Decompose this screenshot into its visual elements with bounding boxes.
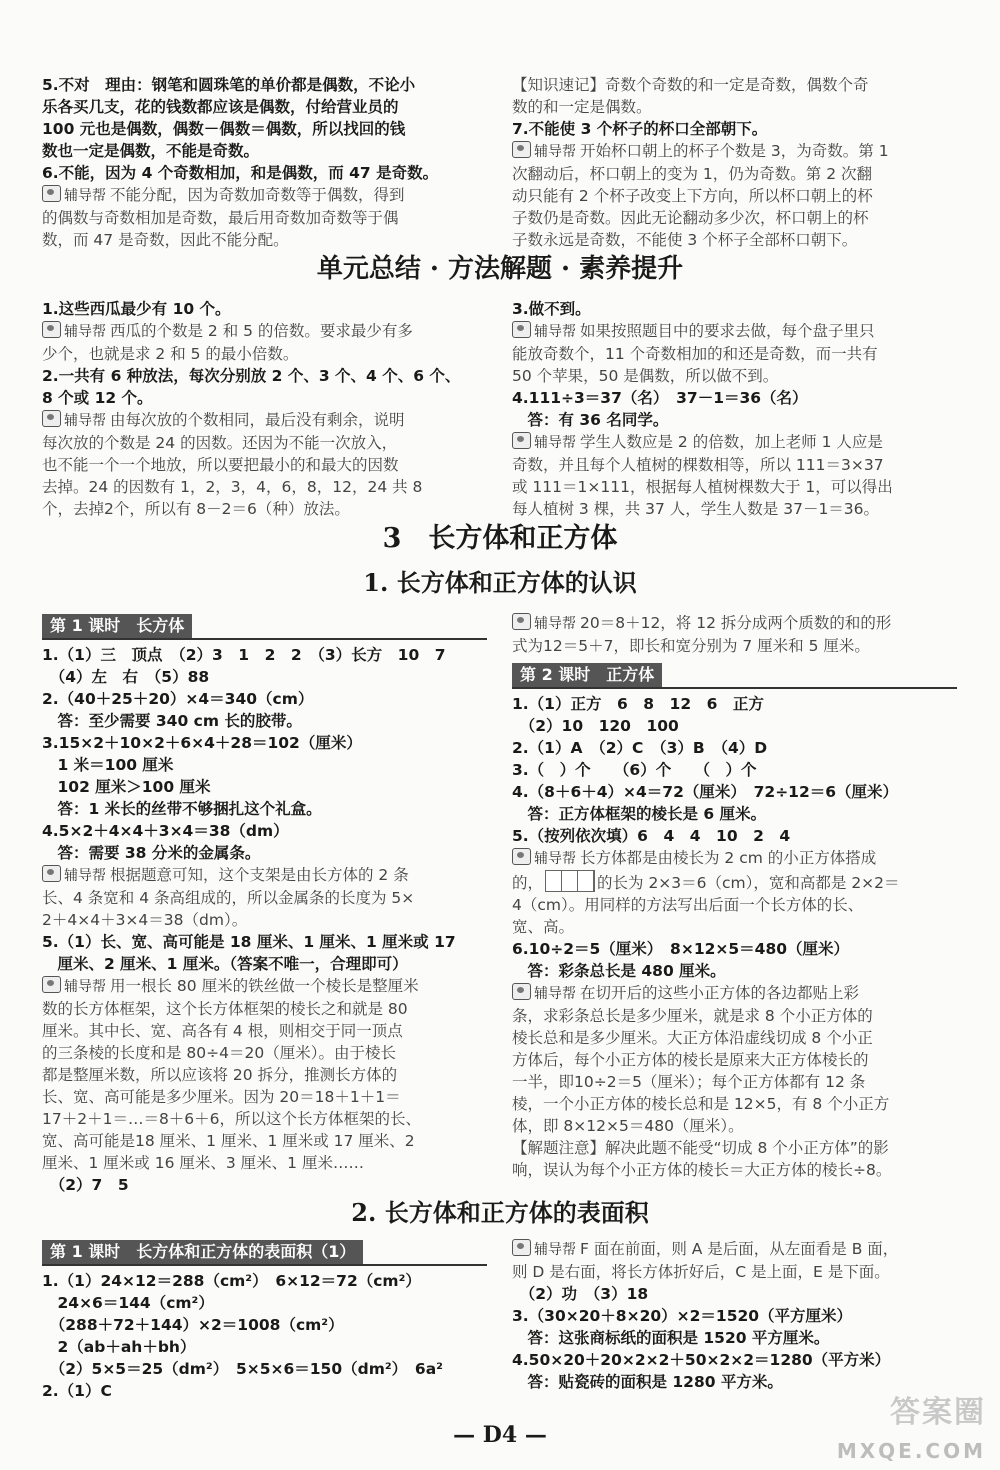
help-line: 宽、高可能是18 厘米、1 厘米、1 厘米或 17 厘米、2 — [42, 1132, 415, 1150]
note-line: 【知识速记】奇数个奇数的和一定是奇数，偶数个奇 — [512, 76, 869, 94]
s2-left-column — [42, 1238, 487, 1402]
help-line: 式为12＝5＋7，即长和宽分别为 7 厘米和 5 厘米。 — [512, 637, 870, 655]
s1-right-lines — [512, 693, 957, 1181]
helper-icon — [512, 983, 531, 1000]
answer-line: 3.15×2＋10×2＋6×4＋28＝102（厘米） — [42, 734, 362, 752]
help-text: 如果按照题目中的要求去做，每个盘子里只 — [580, 322, 875, 340]
answer-line: 答：这张商标纸的面积是 1520 平方厘米。 — [512, 1329, 830, 1347]
help-line — [42, 320, 487, 343]
help-line — [42, 975, 487, 998]
unit-summary-right — [512, 298, 957, 520]
helper-icon — [512, 613, 531, 630]
answer-line: 5.（1）长、宽、高可能是 18 厘米、1 厘米、1 厘米或 17 — [42, 933, 456, 951]
help-label: 辅导帮 — [534, 324, 576, 340]
s1-right-top-lines — [512, 612, 957, 657]
help-line: 17＋2＋1＝…＝8＋6＋6，所以这个长方体框架的长、 — [42, 1110, 422, 1128]
help-line — [512, 612, 957, 635]
help-line: 数的长方体框架，这个长方体框架的棱长之和就是 80 — [42, 1000, 408, 1018]
answer-line: 数也一定是偶数，不能是奇数。 — [42, 142, 260, 160]
answer-line: 答：贴瓷砖的面积是 1280 平方米。 — [512, 1373, 783, 1391]
help-line: 奇数，并且每个人植树的棵数相等，所以 111＝3×37 — [512, 456, 884, 474]
page-number: — D4 — — [453, 1422, 547, 1448]
help-line: 个，去掉2个，所以有 8－2＝6（种）放法。 — [42, 500, 350, 518]
answer-line: 答：彩条总长是 480 厘米。 — [512, 962, 726, 980]
s2-left-lines — [42, 1270, 487, 1402]
answer-line: 4.（8＋6＋4）×4＝72（厘米） 72÷12＝6（厘米） — [512, 783, 899, 801]
help-line: 体，即 8×12×5＝480（厘米）。 — [512, 1117, 744, 1135]
answer-line: 厘米、2 厘米、1 厘米。（答案不唯一，合理即可） — [42, 955, 408, 973]
help-line: 长、4 条宽和 4 条高组成的，所以金属条的长度为 5× — [42, 889, 415, 907]
answer-line: 4.50×20＋20×2×2＋50×2×2＝1280（平方米） — [512, 1351, 891, 1369]
s2-right-column — [512, 1238, 957, 1393]
help-line: 的三条棱的长度和是 80÷4＝20（厘米）。由于棱长 — [42, 1044, 396, 1062]
help-label: 辅导帮 — [534, 851, 576, 867]
s1-right-column — [512, 612, 957, 1181]
lesson-header — [512, 663, 957, 689]
help-line: 方体后，每个小正方体的棱长是原来大正方体棱长的 — [512, 1051, 869, 1069]
answer-line: 3.（30×20＋8×20）×2＝1520（平方厘米） — [512, 1307, 853, 1325]
chapter-title: 3 长方体和正方体 — [382, 523, 618, 554]
answer-line: 100 元也是偶数，偶数－偶数＝偶数，所以找回的钱 — [42, 120, 406, 138]
lesson-label: 第 2 课时 正方体 — [512, 663, 662, 687]
help-label: 辅导帮 — [64, 324, 106, 340]
help-text: 不能分配，因为奇数加奇数等于偶数，得到 — [110, 186, 405, 204]
answer-line: 1.（1）三 顶点 （2）3 1 2 2 （3）长方 10 7 — [42, 646, 446, 664]
help-line — [42, 409, 487, 432]
answer-line: 7.不能使 3 个杯子的杯口全部朝下。 — [512, 120, 768, 138]
help-line — [42, 864, 487, 887]
helper-icon — [42, 865, 61, 882]
help-label: 辅导帮 — [534, 1242, 576, 1258]
top-left-column — [42, 74, 487, 251]
answer-line: 5.不对 理由：钢笔和圆珠笔的单价都是偶数，不论小 — [42, 76, 416, 94]
answer-line: 答：需要 38 分米的金属条。 — [42, 844, 261, 862]
help-line: 条，求彩条总长是多少厘米，就是求 8 个小正方体的 — [512, 1007, 873, 1025]
answer-line: 答：有 36 名同学。 — [512, 411, 669, 429]
help-text: 用一根长 80 厘米的铁丝做一个棱长是整厘米 — [110, 977, 419, 995]
help-text: F 面在前面，则 A 是后面，从左面看是 B 面， — [580, 1240, 899, 1258]
helper-icon — [512, 321, 531, 338]
help-line: 【解题注意】解决此题不能受“切成 8 个小正方体”的影 — [512, 1139, 889, 1157]
answer-line: 24×6＝144（cm²） — [42, 1294, 214, 1312]
help-label: 辅导帮 — [64, 188, 106, 204]
answer-line: 8 个或 12 个。 — [42, 389, 153, 407]
help-line: 2＋4×4＋3×4＝38（dm）。 — [42, 911, 248, 929]
helper-icon — [42, 410, 61, 427]
help-line: 数，而 47 是奇数，因此不能分配。 — [42, 231, 289, 249]
help-line: 宽、高。 — [512, 918, 575, 936]
answer-line: 4.5×2＋4×4＋3×4＝38（dm） — [42, 822, 289, 840]
help-text: 西瓜的个数是 2 和 5 的倍数。要求最少有多 — [110, 322, 413, 340]
answer-line: （288＋72＋144）×2＝1008（cm²） — [42, 1316, 344, 1334]
help-line: 或 111＝1×111，根据每人植树棵数大于 1，可以得出 — [512, 478, 893, 496]
help-line: 则 D 是右面，将长方体折好后，C 是上面，E 是下面。 — [512, 1263, 890, 1281]
helper-icon — [42, 185, 61, 202]
answer-line: 6.不能，因为 4 个奇数相加，和是偶数，而 47 是奇数。 — [42, 164, 439, 182]
answer-line: 4.111÷3＝37（名） 37－1＝36（名） — [512, 389, 808, 407]
help-line: 子数仍是奇数。因此无论翻动多少次，杯口朝上的杯 — [512, 209, 869, 227]
answer-line: 1 米＝100 厘米 — [42, 756, 174, 774]
help-line: 厘米、1 厘米或 16 厘米、3 厘米、1 厘米…… — [42, 1154, 364, 1172]
help-line: 去掉。24 的因数有 1，2，3，4，6，8，12，24 共 8 — [42, 478, 423, 496]
help-line — [42, 184, 487, 207]
help-line: 的偶数与奇数相加是奇数，最后用奇数加奇数等于偶 — [42, 209, 399, 227]
unit-summary-title: 单元总结 · 方法解题 · 素养提升 — [316, 254, 684, 284]
s1-left-lines — [42, 644, 487, 1196]
help-text: 在切开后的这些小正方体的各边都贴上彩 — [580, 984, 860, 1002]
answer-line: 乐各买几支，花的钱数都应该是偶数，付给营业员的 — [42, 98, 399, 116]
help-line: 也不能一个一个地放，所以要把最小的和最大的因数 — [42, 456, 399, 474]
answer-line: 2（ab＋ah＋bh） — [42, 1338, 196, 1356]
help-line — [512, 982, 957, 1005]
help-line: 次翻动后，杯口朝上的变为 1，仍为奇数。第 2 次翻 — [512, 165, 873, 183]
answer-line: 2.（1）A （2）C （3）B （4）D — [512, 739, 768, 757]
answer-line: 1.（1）24×12＝288（cm²） 6×12＝72（cm²） — [42, 1272, 421, 1290]
help-line — [512, 870, 957, 894]
helper-icon — [42, 321, 61, 338]
answer-line: 102 厘米＞100 厘米 — [42, 778, 211, 796]
helper-icon — [512, 432, 531, 449]
answer-line: 1.这些西瓜最少有 10 个。 — [42, 300, 231, 318]
section1-title: 1. 长方体和正方体的认识 — [363, 568, 637, 597]
answer-line: 答：1 米长的丝带不够捆扎这个礼盒。 — [42, 800, 322, 818]
help-line — [512, 847, 957, 870]
help-text: 开始杯口朝上的杯子个数是 3，为奇数。第 1 — [580, 142, 889, 160]
lesson-header — [42, 1240, 487, 1266]
answer-line: 答：正方体框架的棱长是 6 厘米。 — [512, 805, 767, 823]
answer-line: 5.（按列依次填）6 4 4 10 2 4 — [512, 827, 791, 845]
helper-icon — [512, 141, 531, 158]
answer-line: （4）左 右 （5）88 — [42, 668, 210, 686]
answer-line: 答：至少需要 340 cm 长的胶带。 — [42, 712, 302, 730]
help-line: 子数永远是奇数，不能使 3 个杯子全部杯口朝下。 — [512, 231, 858, 249]
helper-icon — [512, 1239, 531, 1256]
cuboid-figure — [545, 870, 595, 892]
help-label: 辅导帮 — [64, 413, 106, 429]
help-line: 棱长总和是多少厘米。大正方体沿虚线切成 8 个小正 — [512, 1029, 873, 1047]
help-line: 每人植树 3 棵，共 37 人，学生人数是 37－1＝36。 — [512, 500, 880, 518]
help-text: 的， — [512, 874, 544, 892]
watermark-logo: 答案圈 — [890, 1395, 986, 1430]
helper-icon — [512, 848, 531, 865]
help-line: 都是整厘米数，所以应该将 20 拆分，推测长方体的 — [42, 1066, 398, 1084]
answer-line: 6.10÷2＝5（厘米） 8×12×5＝480（厘米） — [512, 940, 850, 958]
lesson-label: 第 1 课时 长方体和正方体的表面积（1） — [42, 1240, 363, 1264]
note-line: 数的和一定是偶数。 — [512, 98, 652, 116]
help-label: 辅导帮 — [534, 986, 576, 1002]
help-line: 4（cm）。用同样的方法写出后面一个长方体的长、 — [512, 896, 864, 914]
answer-line: 1.（1）正方 6 8 12 6 正方 — [512, 695, 764, 713]
unit-summary-left — [42, 298, 487, 520]
help-line — [512, 431, 957, 454]
help-text: 的长为 2×3＝6（cm），宽和高都是 2×2＝ — [597, 874, 900, 892]
answer-line: 2.（1）C — [42, 1382, 112, 1400]
help-text: 长方体都是由棱长为 2 cm 的小正方体搭成 — [580, 849, 877, 867]
answer-line: 3.做不到。 — [512, 300, 591, 318]
help-line: 响，误认为每个小正方体的棱长＝大正方体的棱长÷8。 — [512, 1161, 892, 1179]
help-label: 辅导帮 — [534, 616, 576, 632]
help-line: 少个，也就是求 2 和 5 的最小倍数。 — [42, 345, 299, 363]
help-label: 辅导帮 — [64, 979, 106, 995]
help-line — [512, 140, 957, 163]
help-line: 长、宽、高可能是多少厘米。因为 20＝18＋1＋1＝ — [42, 1088, 401, 1106]
help-line: 棱，一个小正方体的棱长总和是 12×5，有 8 个小正方 — [512, 1095, 890, 1113]
help-line: 动只能有 2 个杯子改变上下方向，所以杯口朝上的杯 — [512, 187, 873, 205]
lesson-header — [42, 614, 487, 640]
help-text: 由每次放的个数相同，最后没有剩余，说明 — [110, 411, 405, 429]
help-line: 每次放的个数是 24 的因数。还因为不能一次放入， — [42, 434, 398, 452]
lesson-label: 第 1 课时 长方体 — [42, 614, 192, 638]
answer-line: （2）功 （3）18 — [512, 1285, 649, 1303]
s1-left-column — [42, 612, 487, 1196]
answer-line: 3.（ ）个 （6）个 （ ）个 — [512, 761, 757, 779]
help-line: 一半，即10÷2＝5（厘米）；每个正方体都有 12 条 — [512, 1073, 866, 1091]
watermark-url: MXQE.COM — [836, 1439, 986, 1463]
help-line: 50 个苹果，50 是偶数，所以做不到。 — [512, 367, 779, 385]
answer-line: （2）7 5 — [42, 1176, 129, 1194]
help-label: 辅导帮 — [534, 144, 576, 160]
helper-icon — [42, 976, 61, 993]
top-right-column — [512, 74, 957, 251]
s2-right-lines — [512, 1238, 957, 1393]
help-line — [512, 320, 957, 343]
section2-title: 2. 长方体和正方体的表面积 — [351, 1198, 649, 1227]
answer-line: 2.（40＋25＋20）×4＝340（cm） — [42, 690, 314, 708]
help-line — [512, 1238, 957, 1261]
help-text: 根据题意可知，这个支架是由长方体的 2 条 — [110, 866, 409, 884]
help-line: 能放奇数个，11 个奇数相加的和还是奇数，而一共有 — [512, 345, 878, 363]
help-line: 厘米。其中长、宽、高各有 4 根，则相交于同一顶点 — [42, 1022, 403, 1040]
help-text: 20＝8＋12，将 12 拆分成两个质数的和的形 — [580, 614, 892, 632]
help-label: 辅导帮 — [64, 868, 106, 884]
answer-line: 2.一共有 6 种放法，每次分别放 2 个、3 个、4 个、6 个、 — [42, 367, 461, 385]
help-label: 辅导帮 — [534, 435, 576, 451]
answer-line: （2）5×5＝25（dm²） 5×5×6＝150（dm²） 6a² — [42, 1360, 443, 1378]
help-text: 学生人数应是 2 的倍数，加上老师 1 人应是 — [580, 433, 883, 451]
answer-line: （2）10 120 100 — [512, 717, 679, 735]
